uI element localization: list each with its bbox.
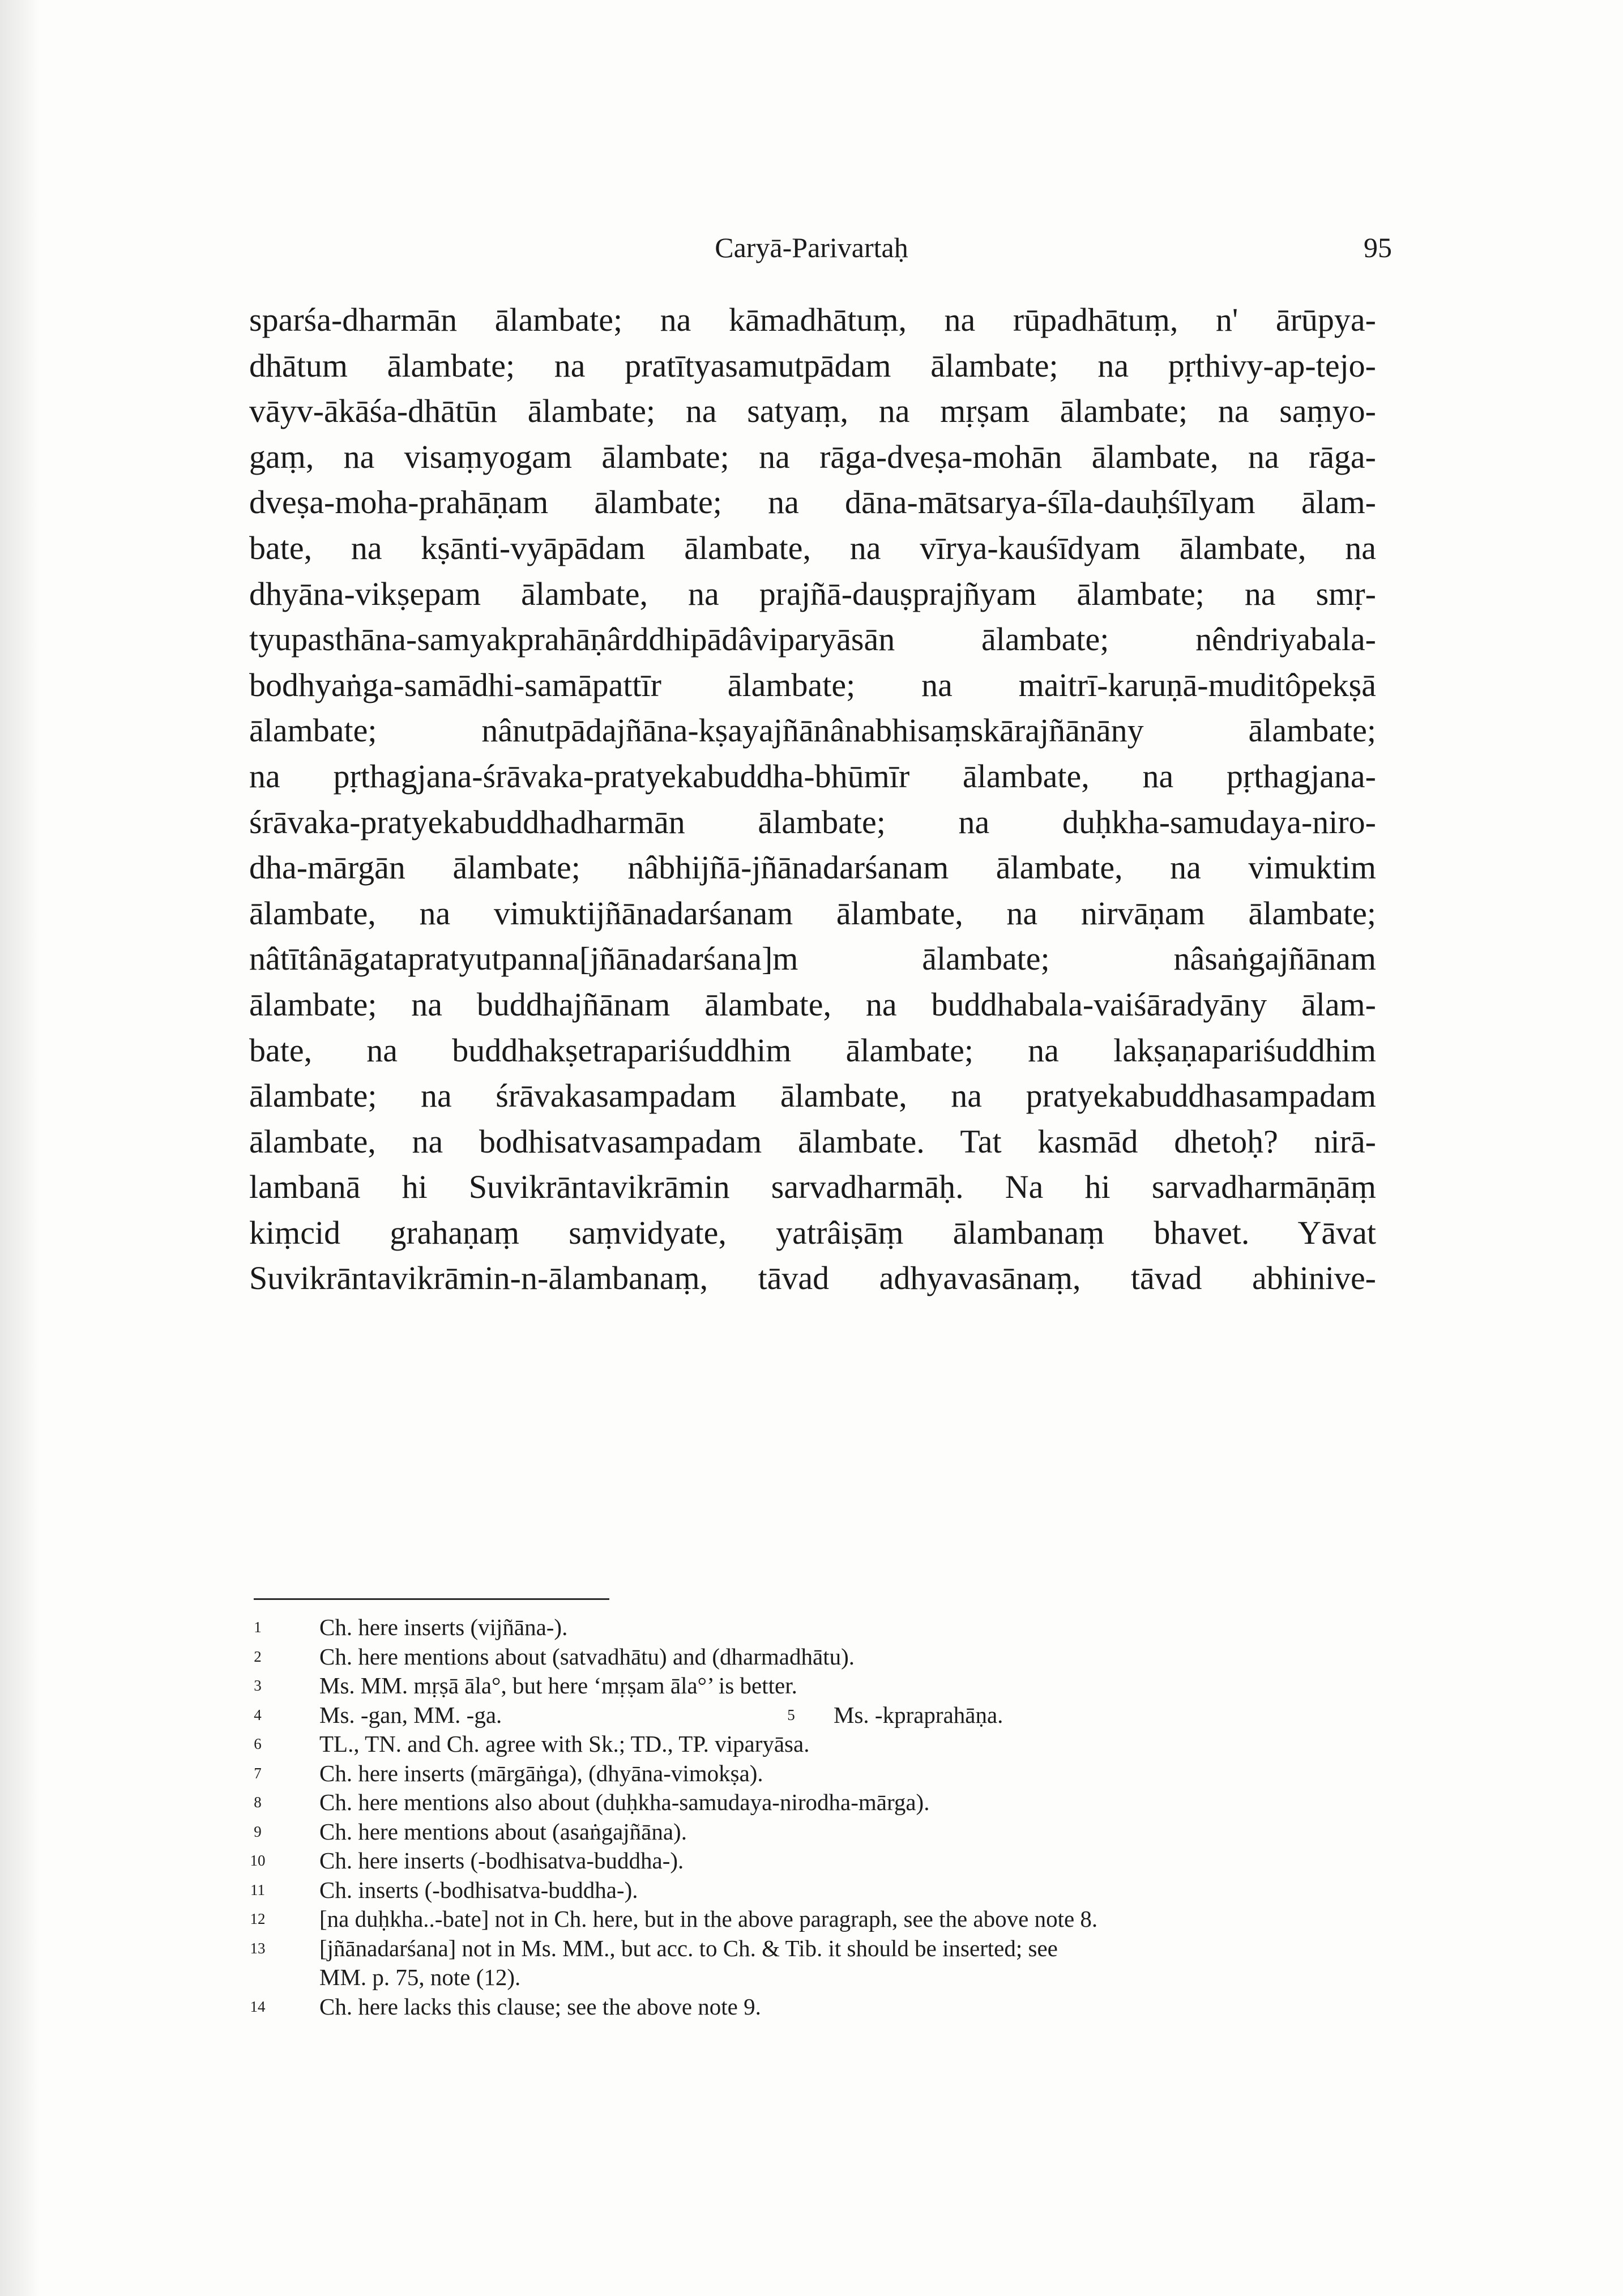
footnote-text: Ch. here inserts (-bodhisatva-buddha-). (319, 1847, 684, 1873)
footnote (249, 1905, 1382, 1934)
footnote-text: Ch. here mentions about (satvadhātu) and (dharmadhātu). (319, 1643, 855, 1670)
main-text (249, 297, 1376, 1301)
footnote (249, 1963, 1382, 1992)
footnote-rule (254, 1598, 609, 1600)
page-number: 95 (1364, 232, 1392, 263)
footnote-continuation (249, 1992, 1382, 2022)
footnote-number: 2 (254, 1648, 262, 1665)
footnote (249, 1642, 1382, 1672)
footnote (249, 1876, 1382, 1905)
footnote-number: 12 (250, 1910, 266, 1927)
text-line: na pṛthagjana-śrāvaka-pratyekabuddha-bhūmīr ālambate, na pṛthagjana- (249, 757, 1376, 795)
text-line: ālambate; na buddhajñānam ālambate, na buddhabala-vaiśāradyāny ālam- (249, 985, 1376, 1023)
footnote-number: 6 (254, 1735, 262, 1752)
text-line: ālambate; na śrāvakasampadam ālambate, na pratyekabuddhasampadam (249, 1077, 1376, 1115)
footnotes (249, 1613, 1382, 2051)
text-line: ālambate, na bodhisatvasampadam ālambate. Tat kasmād dhetoḥ? nirā- (249, 1123, 1376, 1160)
text-line: śrāvaka-pratyekabuddhadharmān ālambate; na duḥkha-samudaya-niro- (249, 803, 1376, 840)
footnote-number: 5 (787, 1706, 795, 1723)
footnote-text: Ch. inserts (-bodhisatva-buddha-). (319, 1876, 638, 1903)
text-line: vāyv-ākāśa-dhātūn ālambate; na satyaṃ, na mṛṣam ālambate; na saṃyo- (249, 392, 1376, 430)
footnote-number: 7 (254, 1764, 262, 1782)
footnote (249, 1671, 1382, 1701)
footnote-text: Ch. here inserts (mārgāṅga), (dhyāna-vimokṣa). (319, 1760, 763, 1786)
footnote-text: [na duḥkha..-bate] not in Ch. here, but in the above paragraph, see the above note 8. (319, 1906, 1098, 1932)
page-edge-shadow (0, 0, 40, 2296)
footnote-text: Ms. -gan, MM. -ga. (319, 1701, 502, 1728)
text-line: kiṃcid grahaṇaṃ saṃvidyate, yatrâiṣāṃ ālambanaṃ bhavet. Yāvat (249, 1214, 1376, 1251)
footnote (249, 1846, 1382, 1876)
text-line: lambanā hi Suvikrāntavikrāmin sarvadharmāḥ. Na hi sarvadharmāṇāṃ (249, 1168, 1376, 1206)
footnote (249, 2021, 1382, 2051)
text-line: bodhyaṅga-samādhi-samāpattīr ālambate; na maitrī-karuṇā-muditôpekṣā (249, 666, 1376, 703)
footnote-text: Ms. -kpraprahāṇa. (834, 1701, 1003, 1728)
footnote-number: 9 (254, 1823, 262, 1840)
footnote-text: MM. p. 75, note (12). (319, 1964, 521, 1990)
text-line: sparśa-dharmān ālambate; na kāmadhātuṃ, na rūpadhātuṃ, n' ārūpya- (249, 301, 1376, 338)
text-line: dha-mārgān ālambate; nâbhijñā-jñānadarśanam ālambate, na vimuktim (249, 849, 1376, 886)
footnote (249, 1934, 1382, 1964)
text-line: Suvikrāntavikrāmin-n-ālambanaṃ, tāvad adhyavasānaṃ, tāvad abhinive- (249, 1260, 1376, 1297)
text-line: nâtītânāgatapratyutpanna[jñānadarśana]m ālambate; nâsaṅgajñānam (249, 940, 1376, 978)
text-line: ālambate, na vimuktijñānadarśanam ālambate, na nirvāṇam ālambate; (249, 894, 1376, 932)
footnote-text: Ch. here mentions also about (duḥkha-samudaya-nirodha-mārga). (319, 1789, 930, 1815)
footnote-number: 14 (250, 1998, 266, 2015)
footnote-text: [jñānadarśana] not in Ms. MM., but acc. to Ch. & Tib. it should be inserted; see (319, 1935, 1058, 1961)
footnote-number: 1 (254, 1619, 262, 1636)
footnote-text: TL., TN. and Ch. agree with Sk.; TD., TP. viparyāsa. (319, 1731, 810, 1757)
footnote-text: Ch. here inserts (vijñāna-). (319, 1614, 568, 1640)
footnote-number: 11 (250, 1881, 265, 1898)
footnote (249, 1788, 1382, 1817)
text-line: dhyāna-vikṣepam ālambate, na prajñā-dauṣprajñyam ālambate; na smṛ- (249, 575, 1376, 612)
text-line: dhātum ālambate; na pratītyasamutpādam ālambate; na pṛthivy-ap-tejo- (249, 347, 1376, 384)
text-line: bate, na kṣānti-vyāpādam ālambate, na vīrya-kauśīdyam ālambate, na (249, 529, 1376, 566)
text-line: dveṣa-moha-prahāṇam ālambate; na dāna-mātsarya-śīla-dauḥśīlyam ālam- (249, 484, 1376, 521)
text-line: tyupasthāna-samyakprahāṇârddhipādâviparyāsān ālambate; nêndriyabala- (249, 621, 1376, 658)
running-head (0, 231, 1623, 271)
footnote-text: Ms. MM. mṛṣā āla°, but here ‘mṛṣam āla°’ is better. (319, 1672, 797, 1698)
footnote-number: 10 (250, 1852, 266, 1869)
footnote-text: Ch. here mentions about (asaṅgajñāna). (319, 1818, 687, 1845)
footnote (249, 1701, 1382, 1730)
footnote (249, 1759, 1382, 1789)
footnote (249, 1730, 1382, 1759)
footnote-number: 8 (254, 1794, 262, 1811)
text-line: gaṃ, na visaṃyogam ālambate; na rāga-dveṣa-mohān ālambate, na rāga- (249, 438, 1376, 475)
footnote (249, 1817, 1382, 1847)
footnote (249, 1613, 1382, 1642)
footnote-text: Ch. here lacks this clause; see the above note 9. (319, 1993, 761, 2020)
footnote-number: 4 (254, 1706, 262, 1723)
text-line: ālambate; nânutpādajñāna-kṣayajñānânabhisaṃskārajñānāny ālambate; (249, 712, 1376, 749)
chapter-title: Caryā-Parivartaḥ (715, 232, 908, 263)
footnote-number: 13 (250, 1939, 266, 1957)
footnote-number: 3 (254, 1677, 262, 1694)
text-line: bate, na buddhakṣetrapariśuddhim ālambate; na lakṣaṇapariśuddhim (249, 1031, 1376, 1069)
